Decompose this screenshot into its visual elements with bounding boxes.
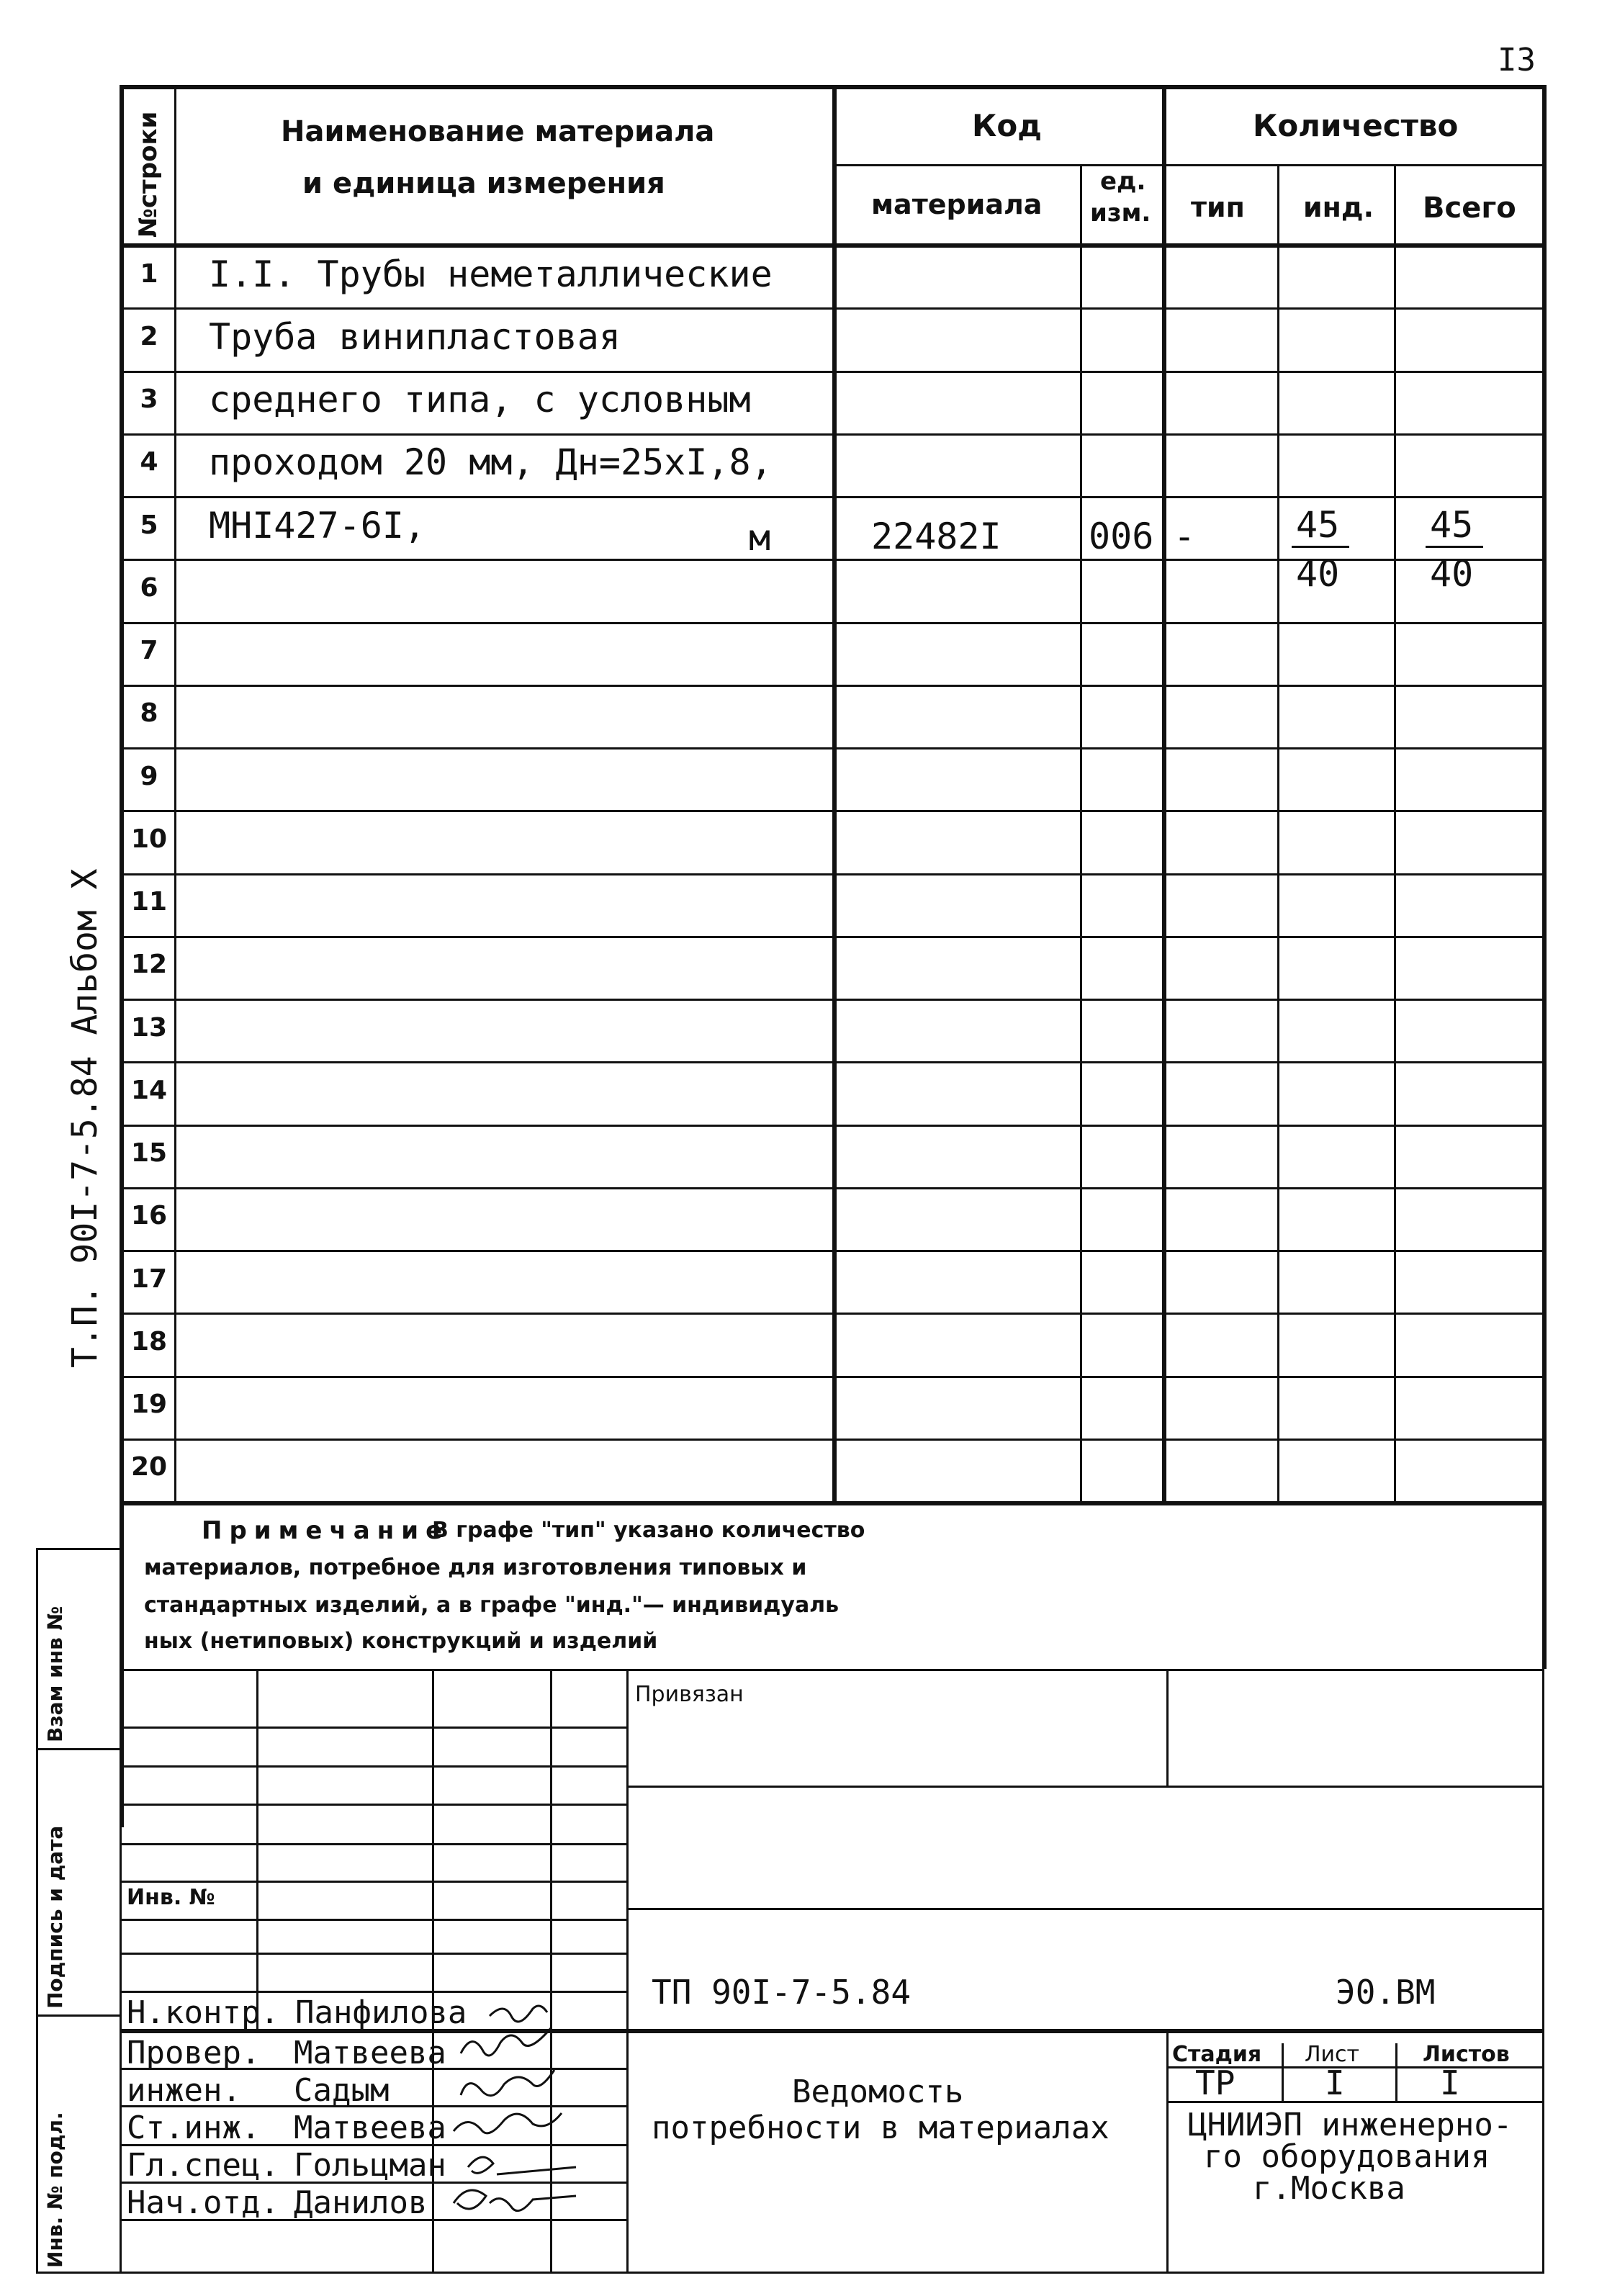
note-title: Примечание	[202, 1516, 450, 1545]
stamp-stage-label: Стадия	[1172, 2042, 1262, 2067]
header-qty-type: тип	[1191, 192, 1245, 223]
margin-inv: Инв. № подл.	[43, 2112, 67, 2268]
row-divider	[120, 747, 1544, 749]
row5-code: 22482I	[871, 516, 1001, 557]
page-number: I3	[1498, 42, 1536, 78]
row-number: 9	[140, 762, 158, 791]
person-role-4: Ст.инж.	[127, 2110, 261, 2146]
row-text: I.I. Трубы неметаллические	[209, 253, 773, 295]
row-divider	[120, 433, 1544, 436]
margin-vzam: Взам инв №	[43, 1606, 67, 1742]
person-role-5: Гл.спец.	[127, 2147, 279, 2184]
header-name-line2: и единица измерения	[302, 167, 665, 200]
person-name-3: Садым	[294, 2072, 390, 2109]
row-divider	[120, 496, 1544, 498]
row-divider	[120, 1313, 1544, 1315]
row-divider	[120, 622, 1544, 624]
header-quantity: Количество	[1253, 108, 1459, 143]
note-line-4: ных (нетиповых) конструкций и изделий	[144, 1629, 658, 1654]
person-role-6: Нач.отд.	[127, 2184, 279, 2221]
row-number: 14	[130, 1076, 168, 1105]
row-divider	[120, 810, 1544, 812]
person-role-3: инжен.	[127, 2072, 241, 2109]
row5-type: -	[1174, 516, 1196, 557]
stamp-org-1: ЦНИИЭП инженерно-	[1188, 2107, 1513, 2143]
stamp-title-2: потребности в материалах	[652, 2110, 1109, 2146]
person-role-1: Н.контр.	[127, 1994, 279, 2031]
person-role-2: Провер.	[127, 2035, 261, 2071]
side-label: Т.П. 90I-7-5.84 Альбом X	[65, 868, 105, 1368]
row-divider	[120, 1439, 1544, 1441]
stamp-stage: ТР	[1195, 2063, 1235, 2102]
row-number: 18	[130, 1327, 168, 1356]
row-divider	[120, 685, 1544, 687]
row-divider	[120, 1376, 1544, 1378]
stamp-sheet-label: Лист	[1305, 2042, 1360, 2067]
header-row-no: №строки	[134, 111, 163, 238]
stamp-sheets: I	[1440, 2063, 1460, 2102]
row-divider	[120, 1125, 1544, 1127]
header-name-line1: Наименование материала	[281, 115, 715, 148]
row-number: 16	[130, 1201, 168, 1230]
row-divider	[120, 1187, 1544, 1189]
row-text: проходом 20 мм, Дн=25хI,8,	[209, 441, 773, 483]
signatures-graphic	[439, 1987, 583, 2275]
row5-total-bottom: 40	[1430, 553, 1474, 595]
person-name-5: Гольцман	[294, 2147, 446, 2184]
header-code-unit-2: изм.	[1090, 199, 1151, 228]
person-name-4: Матвеева	[294, 2110, 446, 2146]
row5-unit: м	[749, 517, 771, 559]
row-text: Труба винипластовая	[209, 316, 621, 358]
row-divider	[120, 873, 1544, 875]
row-number: 10	[130, 824, 168, 854]
row5-ind-top: 45	[1296, 504, 1340, 546]
header-code: Код	[972, 108, 1043, 143]
margin-podpis: Подпись и дата	[43, 1825, 67, 2009]
row-number: 20	[130, 1452, 168, 1482]
row-divider	[120, 371, 1544, 373]
person-name-1: Панфилова	[295, 1994, 467, 2031]
row-number: 17	[130, 1264, 168, 1294]
stamp-sheets-label: Листов	[1423, 2042, 1510, 2067]
row-number: 11	[130, 887, 168, 917]
row-divider	[120, 999, 1544, 1001]
row-number: 12	[130, 950, 168, 979]
person-name-6: Данилов	[294, 2184, 428, 2221]
row-text: МНI427-6I,	[209, 505, 426, 546]
stamp-title-1: Ведомость	[792, 2074, 964, 2110]
row-number: 8	[140, 698, 158, 728]
row-number: 3	[140, 384, 158, 414]
row5-total-top: 45	[1430, 504, 1474, 546]
row-number: 2	[140, 322, 158, 351]
stamp-privyazan: Привязан	[635, 1682, 744, 1707]
stamp-sheet-code: Э0.ВМ	[1336, 1973, 1436, 2012]
stamp-inv-no: Инв. №	[127, 1885, 215, 1910]
row-number: 19	[130, 1390, 168, 1419]
stamp-org-3: г.Москва	[1253, 2170, 1405, 2207]
row-number: 1	[140, 259, 158, 289]
note-line-1: В графе "тип" указано количество	[432, 1518, 865, 1543]
note-line-2: материалов, потребное для изготовления типовых и	[144, 1555, 807, 1580]
header-qty-total: Всего	[1423, 192, 1516, 225]
row-number: 13	[130, 1013, 168, 1043]
header-code-material: материала	[871, 189, 1043, 220]
row-number: 7	[140, 636, 158, 665]
header-qty-ind: инд.	[1303, 192, 1374, 223]
row-number: 4	[140, 447, 158, 477]
row-text: среднего типа, с условным	[209, 379, 751, 420]
stamp-doc-code: ТП 90I-7-5.84	[652, 1973, 911, 2012]
row-divider	[120, 1250, 1544, 1252]
row5-ind-bottom: 40	[1296, 553, 1340, 595]
row-number: 6	[140, 573, 158, 603]
stamp-org-2: го оборудования	[1204, 2138, 1490, 2175]
row-divider	[120, 307, 1544, 310]
header-code-unit-1: ед.	[1100, 167, 1146, 196]
row5-unit-code: 006	[1089, 516, 1154, 557]
person-name-2: Матвеева	[294, 2035, 446, 2071]
stamp-sheet: I	[1325, 2063, 1345, 2102]
note-line-3: стандартных изделий, а в графе "инд."— индивидуаль	[144, 1593, 839, 1618]
row-number: 15	[130, 1138, 168, 1168]
row-divider	[120, 1061, 1544, 1063]
row-number: 5	[140, 510, 158, 540]
row-divider	[120, 936, 1544, 938]
